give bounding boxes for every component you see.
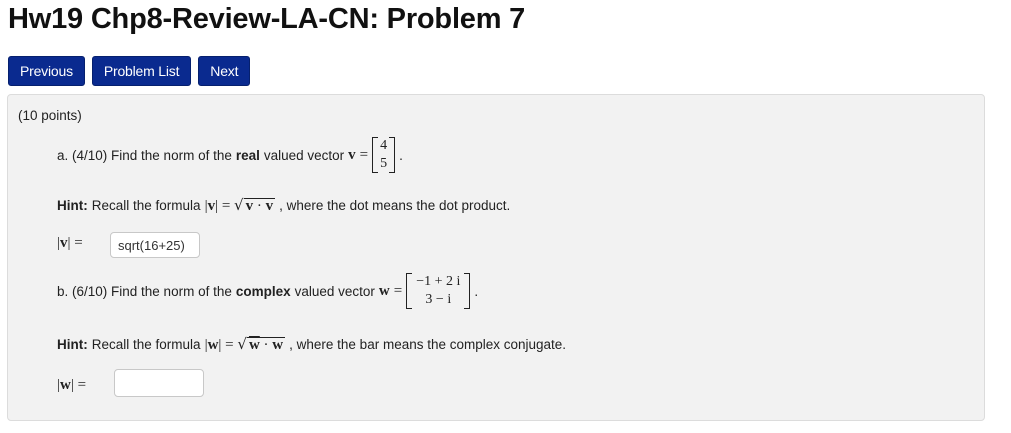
hint-formula: |w| = √ w · w bbox=[204, 335, 284, 353]
part-b-suffix: valued vector bbox=[294, 283, 375, 299]
part-b-bold: complex bbox=[235, 283, 291, 299]
vector-v-entry: 4 bbox=[380, 138, 388, 153]
answer-a-input[interactable] bbox=[110, 232, 200, 258]
vector-w-entry: 3 − i bbox=[425, 292, 452, 307]
next-button[interactable]: Next bbox=[198, 56, 250, 86]
hint-label: Hint: bbox=[57, 198, 88, 213]
part-a-question bbox=[57, 137, 403, 173]
part-a-hint bbox=[57, 196, 510, 215]
vector-w bbox=[406, 273, 470, 309]
part-a-prefix: a. (4/10) Find the norm of the bbox=[57, 147, 232, 163]
answer-a-label: |v| = bbox=[57, 235, 83, 251]
equals-sign: = bbox=[359, 146, 369, 163]
part-a-suffix: valued vector bbox=[263, 147, 345, 163]
period: . bbox=[474, 283, 479, 299]
vector-v-entry: 5 bbox=[380, 156, 388, 171]
hint-text: , where the bar means the complex conjugate. bbox=[289, 337, 567, 352]
problem-nav bbox=[8, 56, 250, 86]
hint-label: Hint: bbox=[57, 337, 88, 352]
answer-b-input[interactable] bbox=[114, 369, 204, 397]
problem-panel bbox=[7, 94, 985, 421]
hint-text: Recall the formula bbox=[91, 198, 201, 213]
part-a-bold: real bbox=[235, 147, 260, 163]
part-b-question bbox=[57, 273, 478, 309]
part-b-hint bbox=[57, 335, 566, 354]
page-title: Hw19 Chp8-Review-LA-CN: Problem 7 bbox=[8, 3, 526, 35]
equals-sign: = bbox=[393, 282, 403, 299]
part-b-var: w bbox=[378, 282, 390, 299]
part-a-var: v bbox=[348, 146, 356, 163]
period: . bbox=[399, 147, 403, 163]
previous-button[interactable]: Previous bbox=[8, 56, 85, 86]
hint-formula: |v| = √ v · v bbox=[204, 196, 274, 214]
problem-list-button[interactable]: Problem List bbox=[92, 56, 191, 86]
vector-w-entry: −1 + 2 i bbox=[416, 274, 461, 289]
points-label: (10 points) bbox=[18, 108, 82, 123]
part-b-prefix: b. (6/10) Find the norm of the bbox=[57, 283, 232, 299]
hint-text: Recall the formula bbox=[91, 337, 201, 352]
vector-v bbox=[372, 137, 395, 173]
answer-b-label: |w| = bbox=[57, 377, 87, 393]
hint-text: , where the dot means the dot product. bbox=[279, 198, 511, 213]
